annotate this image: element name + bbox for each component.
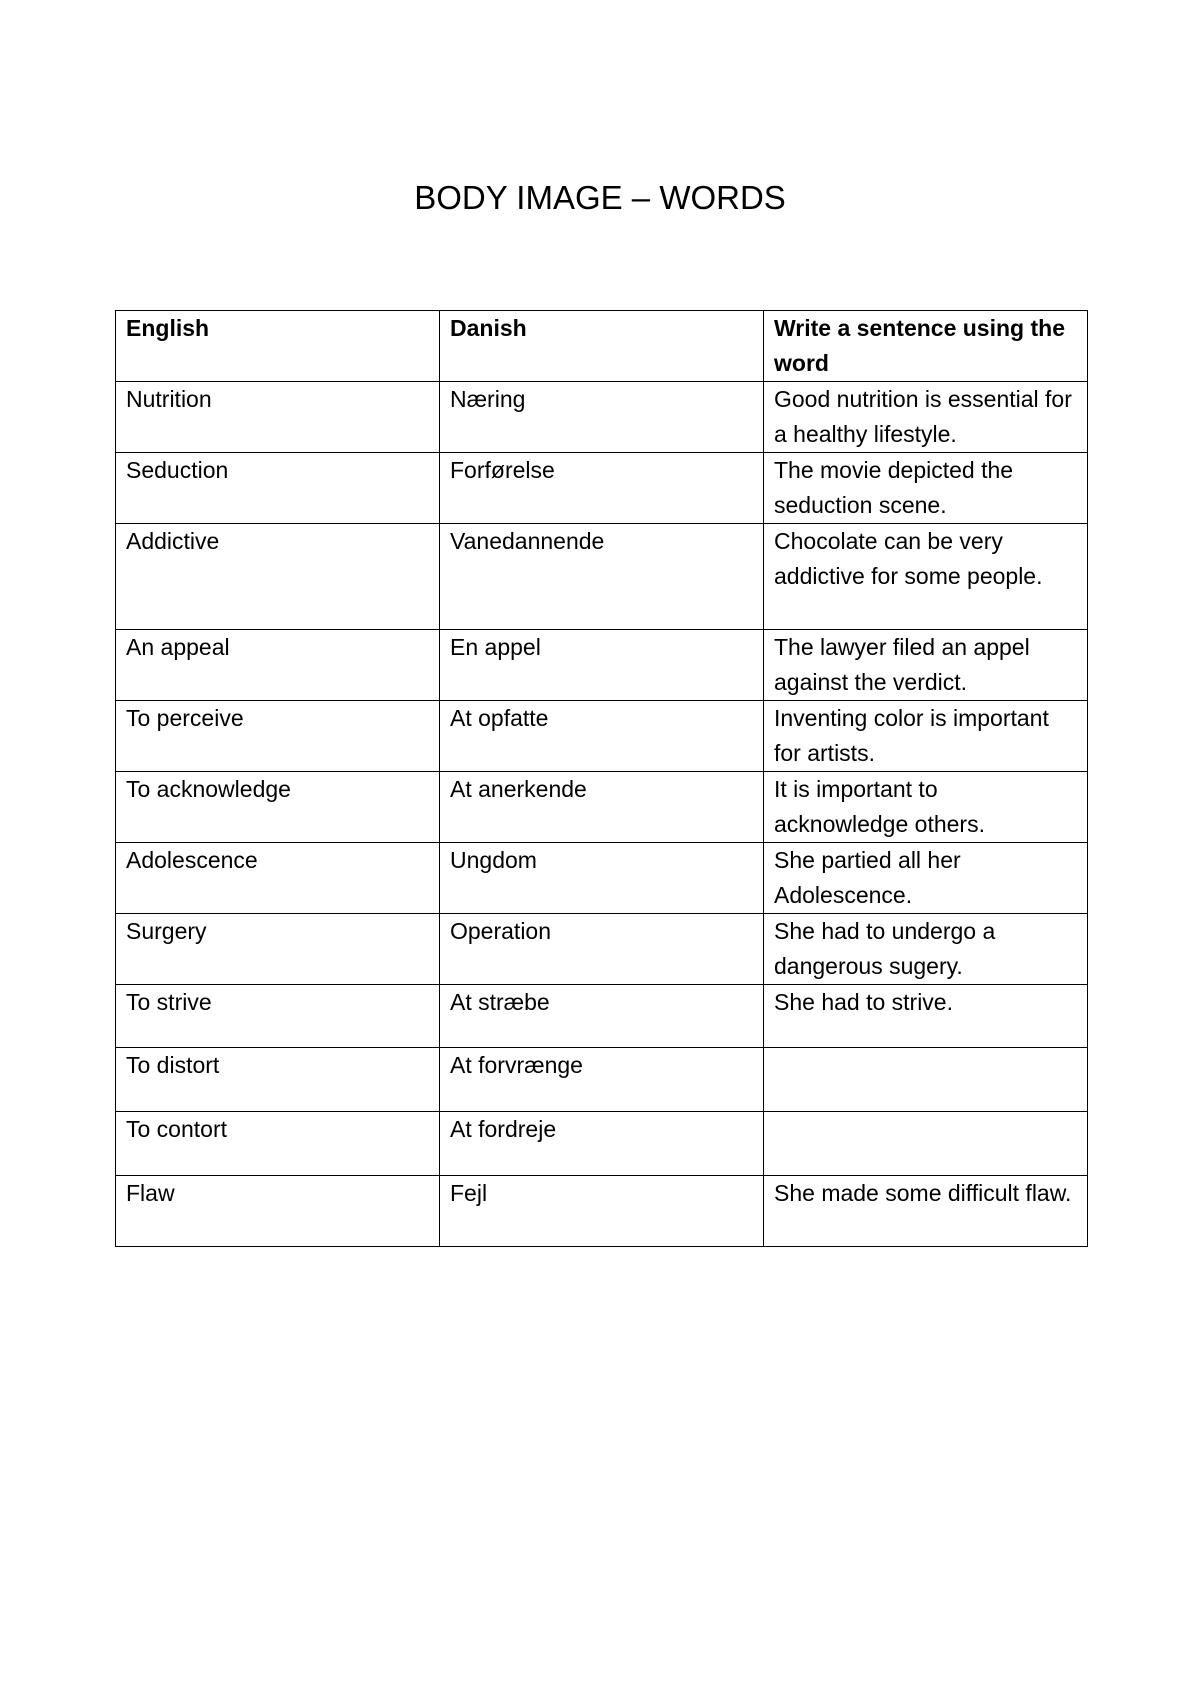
sentence-cell: The movie depicted the seduction scene. (764, 453, 1088, 524)
english-cell: Addictive (116, 524, 440, 630)
table-row (116, 772, 1088, 843)
danish-cell: At forvrænge (440, 1048, 764, 1112)
sentence-cell: She partied all her Adolescence. (764, 843, 1088, 914)
sentence-cell (764, 1048, 1088, 1112)
sentence-cell: She made some difficult flaw. (764, 1176, 1088, 1247)
table-row (116, 524, 1088, 630)
sentence-cell: Good nutrition is essential for a healthy lifestyle. (764, 382, 1088, 453)
table-row (116, 1176, 1088, 1247)
danish-cell: At opfatte (440, 701, 764, 772)
danish-cell: Vanedannende (440, 524, 764, 630)
danish-cell: At anerkende (440, 772, 764, 843)
sentence-cell: She had to undergo a dangerous sugery. (764, 914, 1088, 985)
table-row (116, 382, 1088, 453)
table-row (116, 914, 1088, 985)
header-sentence: Write a sentence using the word (764, 311, 1088, 382)
english-cell: To strive (116, 985, 440, 1048)
danish-cell: Operation (440, 914, 764, 985)
sentence-cell: Inventing color is important for artists. (764, 701, 1088, 772)
header-danish: Danish (440, 311, 764, 382)
table-header-row (116, 311, 1088, 382)
table-row (116, 701, 1088, 772)
english-cell: To acknowledge (116, 772, 440, 843)
english-cell: Adolescence (116, 843, 440, 914)
danish-cell: Fejl (440, 1176, 764, 1247)
table-row (116, 985, 1088, 1048)
danish-cell: At stræbe (440, 985, 764, 1048)
danish-cell: Forførelse (440, 453, 764, 524)
table-row (116, 630, 1088, 701)
sentence-cell: It is important to acknowledge others. (764, 772, 1088, 843)
vocabulary-table (115, 310, 1088, 1247)
english-cell: To distort (116, 1048, 440, 1112)
sentence-cell: Chocolate can be very addictive for some people. (764, 524, 1088, 630)
table-row (116, 453, 1088, 524)
danish-cell: Næring (440, 382, 764, 453)
table-row (116, 843, 1088, 914)
danish-cell: At fordreje (440, 1112, 764, 1176)
danish-cell: Ungdom (440, 843, 764, 914)
sentence-cell (764, 1112, 1088, 1176)
english-cell: Surgery (116, 914, 440, 985)
english-cell: Nutrition (116, 382, 440, 453)
english-cell: An appeal (116, 630, 440, 701)
table-row (116, 1048, 1088, 1112)
table-row (116, 1112, 1088, 1176)
english-cell: Seduction (116, 453, 440, 524)
danish-cell: En appel (440, 630, 764, 701)
english-cell: Flaw (116, 1176, 440, 1247)
sentence-cell: The lawyer filed an appel against the verdict. (764, 630, 1088, 701)
header-english: English (116, 311, 440, 382)
page-title: BODY IMAGE – WORDS (414, 179, 786, 216)
english-cell: To contort (116, 1112, 440, 1176)
sentence-cell: She had to strive. (764, 985, 1088, 1048)
english-cell: To perceive (116, 701, 440, 772)
